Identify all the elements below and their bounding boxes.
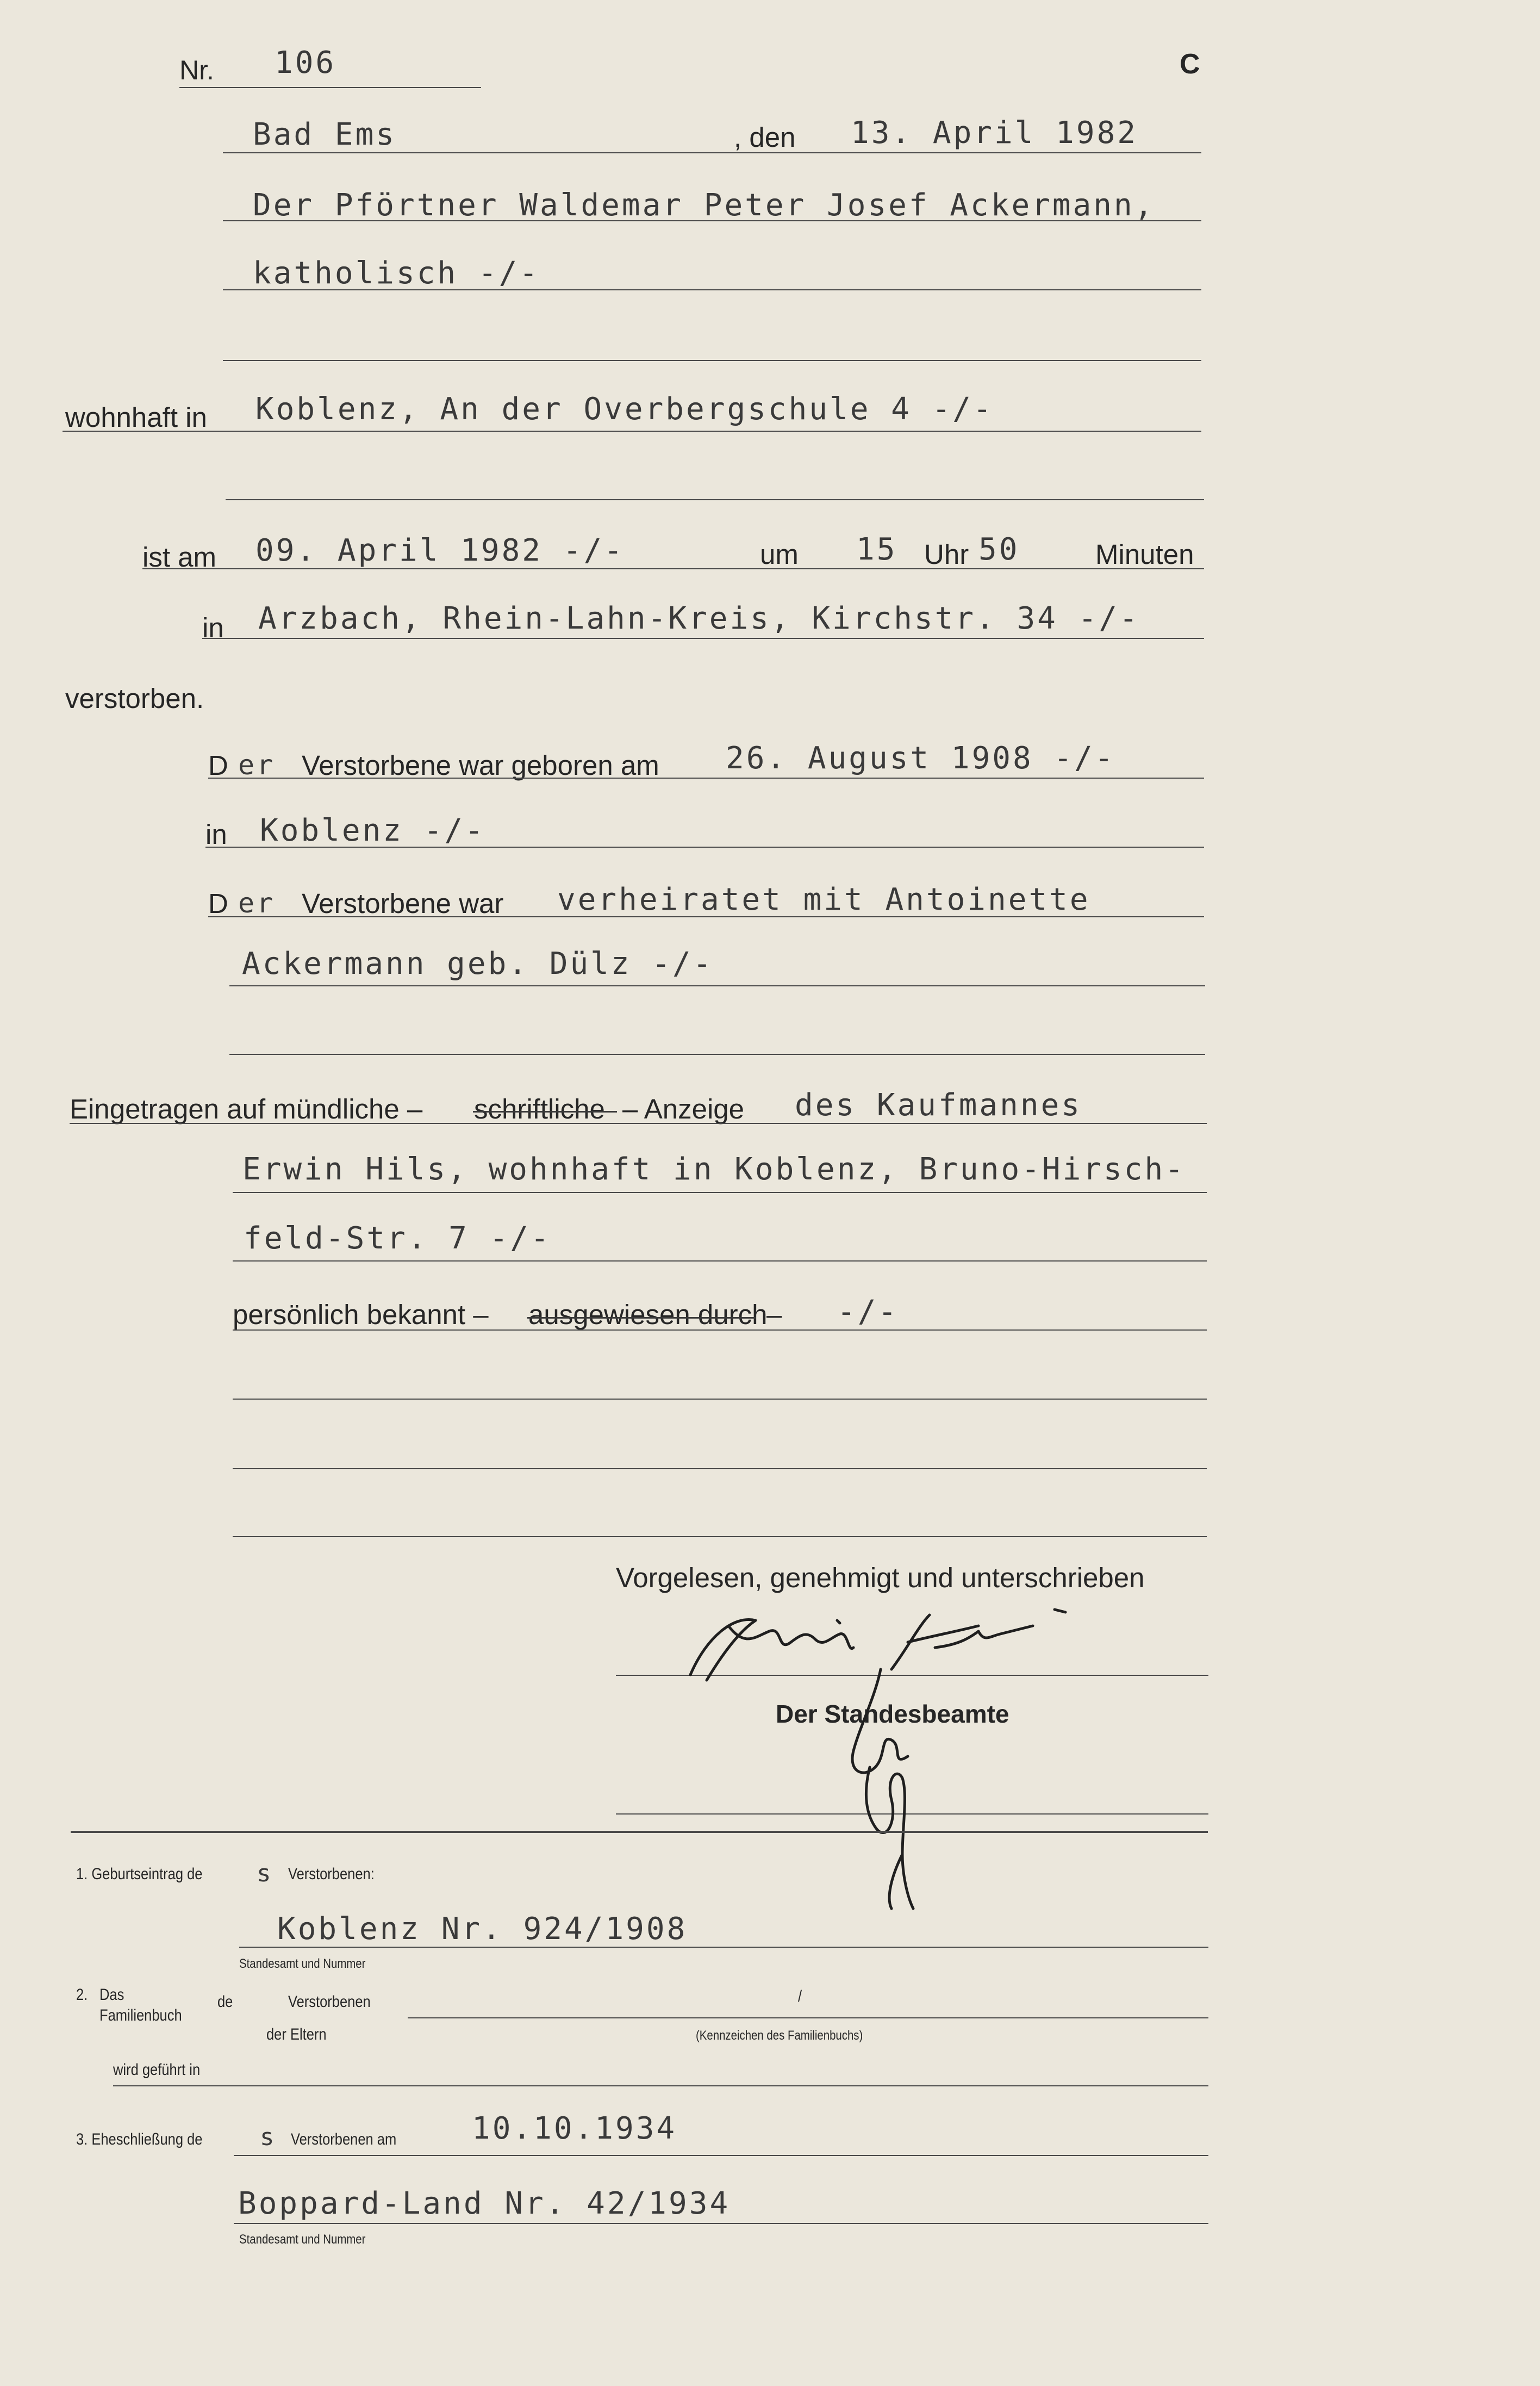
family-book-rule xyxy=(408,2017,1208,2018)
informant-signature xyxy=(690,1610,1065,1680)
birth-entry-label-a: 1. Geburtseintrag de xyxy=(76,1865,203,1883)
registrar-label: Der Standesbeamte xyxy=(776,1700,1009,1728)
registration-rule-1 xyxy=(70,1123,1207,1124)
known-label: persönlich bekannt – xyxy=(233,1299,489,1330)
registration-rule-2 xyxy=(233,1192,1207,1193)
death-date: 09. April 1982 -/- xyxy=(255,533,625,568)
marital-label: Verstorbene war xyxy=(302,888,504,919)
birth-d-label: D xyxy=(208,750,228,781)
strikethrough-schriftliche xyxy=(473,1111,617,1113)
marriage-place: Boppard-Land Nr. 42/1934 xyxy=(238,2186,731,2221)
marriage-date: 10.10.1934 xyxy=(472,2111,677,2146)
uhr-label: Uhr xyxy=(924,539,969,570)
known-value: -/- xyxy=(837,1294,899,1329)
registration-label-a: Eingetragen auf mündliche – xyxy=(70,1093,423,1124)
birth-er-typed: er xyxy=(238,749,276,781)
marital-d-label: D xyxy=(208,888,228,919)
death-place-rule xyxy=(202,638,1204,639)
blank-rule-6 xyxy=(233,1536,1207,1537)
marriage-label-a: 3. Eheschließung de xyxy=(76,2130,203,2148)
death-in-label: in xyxy=(202,612,224,643)
death-time-rule xyxy=(142,568,1204,569)
birth-date-rule xyxy=(208,778,1204,779)
family-book-wird-rule xyxy=(113,2085,1208,2086)
family-book-de: de xyxy=(217,1993,233,2011)
family-book-eltern: der Eltern xyxy=(266,2025,327,2043)
strikethrough-ausgewiesen xyxy=(527,1317,756,1319)
page-letter: C xyxy=(1180,48,1200,80)
birth-entry-rule xyxy=(239,1947,1208,1948)
blank-rule-3 xyxy=(229,1054,1205,1055)
date-value: 13. April 1982 xyxy=(851,115,1138,151)
nr-underline xyxy=(179,87,481,88)
family-book-label: Familienbuch xyxy=(99,2006,182,2024)
den-label: , den xyxy=(734,122,796,153)
marital-line-1: verheiratet mit Antoinette xyxy=(557,882,1090,917)
informant-line-3: feld-Str. 7 -/- xyxy=(244,1221,551,1256)
person-line-2-rule xyxy=(223,289,1201,290)
informant-line-2: Erwin Hils, wohnhaft in Koblenz, Bruno-Hirsch- xyxy=(242,1152,1186,1187)
death-minute: 50 xyxy=(978,532,1020,567)
family-book-das: Das xyxy=(99,1986,124,2004)
birth-entry-value: Koblenz Nr. 924/1908 xyxy=(277,1911,688,1947)
death-hour: 15 xyxy=(856,532,897,567)
birth-entry-s: s xyxy=(257,1860,273,1887)
marital-er-typed: er xyxy=(238,887,276,919)
marital-line-2: Ackermann geb. Dülz -/- xyxy=(242,946,714,981)
blank-rule-2 xyxy=(226,499,1204,500)
family-book-num: 2. xyxy=(76,1986,88,2004)
person-line-2: katholisch -/- xyxy=(253,256,540,291)
place-value: Bad Ems xyxy=(253,117,397,152)
marriage-label-b: Verstorbenen am xyxy=(291,2130,397,2148)
verstorben-label: verstorben. xyxy=(65,683,204,714)
family-book-wird: wird geführt in xyxy=(113,2061,201,2079)
standesamt-nummer-caption-1: Standesamt und Nummer xyxy=(239,1956,366,1971)
family-book-slash: / xyxy=(798,1987,802,2005)
marital-rule-2 xyxy=(229,985,1205,986)
person-line-1-rule xyxy=(223,220,1201,221)
birth-date: 26. August 1908 -/- xyxy=(726,741,1115,776)
known-rule xyxy=(233,1329,1207,1331)
minuten-label: Minuten xyxy=(1095,539,1194,570)
death-place: Arzbach, Rhein-Lahn-Kreis, Kirchstr. 34 -/- xyxy=(258,601,1140,636)
known-dash: – xyxy=(766,1299,782,1330)
family-book-kennzeichen: (Kennzeichen des Familienbuchs) xyxy=(696,2028,863,2043)
birth-label: Verstorbene war geboren am xyxy=(302,750,659,781)
residence-value: Koblenz, An der Overbergschule 4 -/- xyxy=(255,392,994,427)
blank-rule-1 xyxy=(223,360,1201,361)
person-line-1: Der Pförtner Waldemar Peter Josef Ackermann, xyxy=(253,188,1155,223)
family-book-verstorbenen: Verstorbenen xyxy=(288,1993,371,2011)
place-date-line xyxy=(223,152,1201,153)
marital-rule-1 xyxy=(208,916,1204,917)
registration-rule-3 xyxy=(233,1260,1207,1262)
residence-label: wohnhaft in xyxy=(65,402,207,433)
ausgewiesen-label-struck: ausgewiesen durch xyxy=(528,1299,768,1330)
birth-place-rule xyxy=(205,847,1204,848)
um-label: um xyxy=(760,539,799,570)
blank-rule-4 xyxy=(233,1399,1207,1400)
informant-line-1: des Kaufmannes xyxy=(795,1088,1082,1123)
nr-label: Nr. xyxy=(179,55,214,85)
nr-value: 106 xyxy=(275,45,336,80)
ist-am-label: ist am xyxy=(142,542,217,573)
registrar-paraph xyxy=(852,1669,913,1909)
registration-label-b-struck: schriftliche xyxy=(474,1093,605,1124)
footer-divider xyxy=(71,1831,1208,1833)
marriage-date-rule xyxy=(234,2155,1208,2156)
residence-rule xyxy=(63,431,1201,432)
birth-entry-label-b: Verstorbenen: xyxy=(288,1865,375,1883)
registration-label-c: – Anzeige xyxy=(622,1093,745,1124)
birth-place: Koblenz -/- xyxy=(260,813,485,848)
birth-in-label: in xyxy=(205,819,227,850)
read-approved-label: Vorgelesen, genehmigt und unterschrieben xyxy=(616,1562,1145,1593)
signatures-drawing xyxy=(674,1571,1163,1925)
standesamt-nummer-caption-2: Standesamt und Nummer xyxy=(239,2232,366,2247)
marriage-s: s xyxy=(260,2123,277,2151)
blank-rule-5 xyxy=(233,1468,1207,1469)
marriage-place-rule xyxy=(234,2223,1208,2224)
